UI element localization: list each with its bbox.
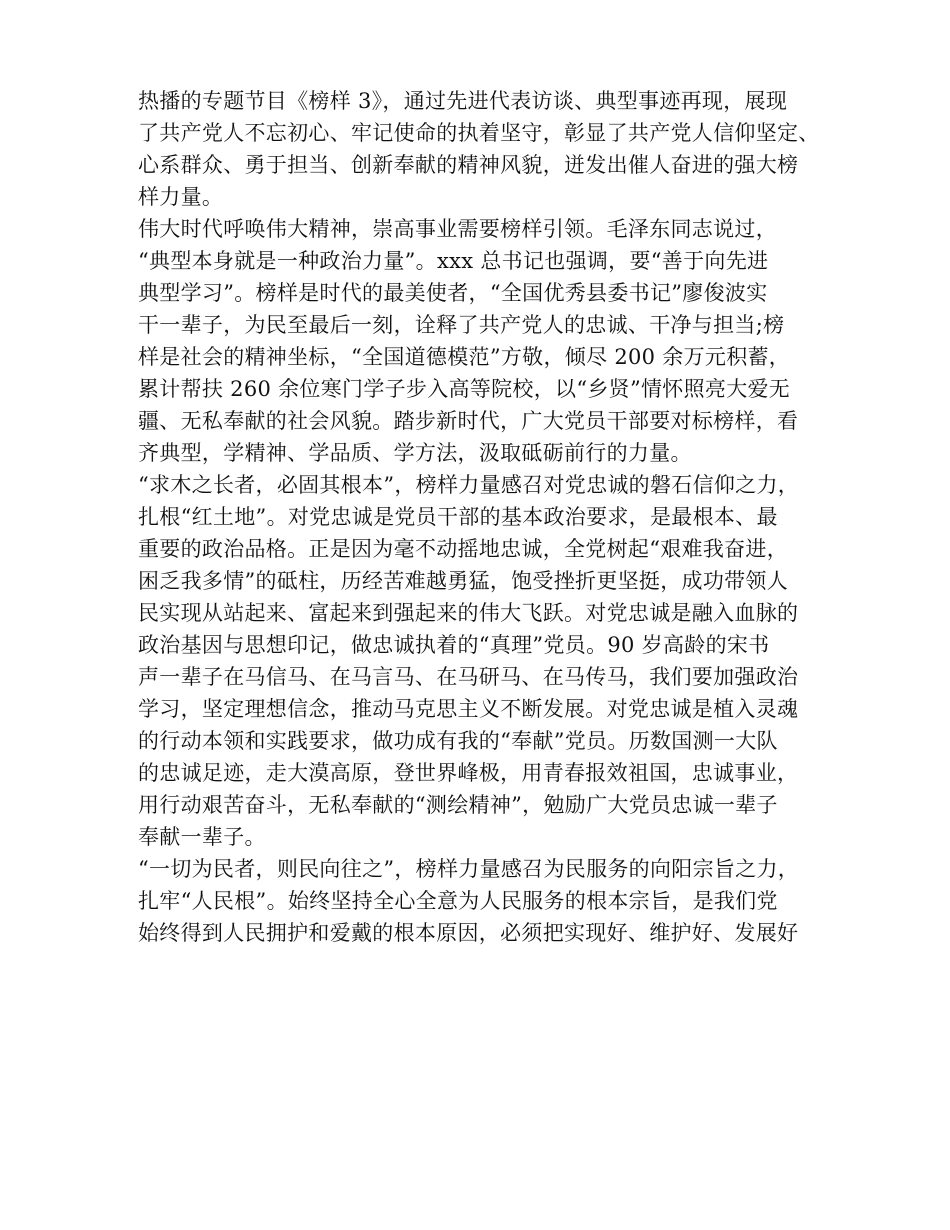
text-line: 疆、无私奉献的社会风貌。踏步新时代，广大党员干部要对标榜样，看: [138, 409, 799, 433]
text-line: 的忠诚足迹，走大漠高原，登世界峰极，用青春报效祖国，忠诚事业，: [138, 761, 799, 785]
text-line: “求木之长者，必固其根本”，榜样力量感召对党忠诚的磐石信仰之力，: [138, 473, 800, 497]
text-line: 了共产党人不忘初心、牢记使命的执着坚守，彰显了共产党人信仰坚定、: [138, 121, 820, 145]
text-line: 政治基因与思想印记，做忠诚执着的“真理”党员。90 岁高龄的宋书: [138, 633, 770, 657]
paragraph-3: [138, 469, 828, 853]
text-line: 困乏我多情”的砥柱，历经苦难越勇猛，饱受挫折更坚挺，成功带领人: [138, 569, 789, 593]
text-line: 扎牢“人民根”。始终坚持全心全意为人民服务的根本宗旨，是我们党: [138, 889, 778, 913]
text-line: 学习，坚定理想信念，推动马克思主义不断发展。对党忠诚是植入灵魂: [138, 697, 799, 721]
text-line: 伟大时代呼唤伟大精神，崇高事业需要榜样引领。毛泽东同志说过，: [138, 217, 777, 241]
text-line: 用行动艰苦奋斗，无私奉献的“测绘精神”，勉励广大党员忠诚一辈子: [138, 793, 778, 817]
text-line: 民实现从站起来、富起来到强起来的伟大飞跃。对党忠诚是融入血脉的: [138, 601, 799, 625]
text-line: 样是社会的精神坐标，“全国道德模范”方敬，倾尽 200 余万元积蓄，: [138, 345, 791, 369]
text-line: 热播的专题节目《榜样 3》，通过先进代表访谈、典型事迹再现，展现: [138, 89, 788, 113]
paragraph-1: [138, 85, 828, 213]
text-line: 典型学习”。榜样是时代的最美使者，“全国优秀县委书记”廖俊波实: [138, 281, 768, 305]
text-line: 扎根“红土地”。对党忠诚是党员干部的基本政治要求，是最根本、最: [138, 505, 778, 529]
text-line: 心系群众、勇于担当、创新奉献的精神风貌，迸发出催人奋进的强大榜: [138, 153, 799, 177]
text-line: 累计帮扶 260 余位寒门学子步入高等院校，以“乡贤”情怀照亮大爱无: [138, 377, 791, 401]
text-line: 重要的政治品格。正是因为毫不动摇地忠诚，全党树起“艰难我奋进，: [138, 537, 789, 561]
document-body: [138, 85, 828, 949]
paragraph-2: [138, 213, 828, 469]
text-line: 齐典型，学精神、学品质、学方法，汲取砥砺前行的力量。: [138, 441, 692, 465]
text-line: 样力量。: [138, 185, 224, 209]
text-line: 声一辈子在马信马、在马言马、在马研马、在马传马，我们要加强政治: [138, 665, 799, 689]
text-line: “一切为民者，则民向往之”，榜样力量感召为民服务的向阳宗旨之力，: [138, 857, 800, 881]
text-line: 奉献一辈子。: [138, 825, 266, 849]
text-line: “典型本身就是一种政治力量”。xxx 总书记也强调，要“善于向先进: [138, 249, 769, 273]
text-line: 始终得到人民拥护和爱戴的根本原因，必须把实现好、维护好、发展好: [138, 921, 799, 945]
text-line: 的行动本领和实践要求，做功成有我的“奉献”党员。历数国测一大队: [138, 729, 778, 753]
text-line: 干一辈子，为民至最后一刻，诠释了共产党人的忠诚、干净与担当;榜: [138, 313, 785, 337]
paragraph-4: [138, 853, 828, 949]
